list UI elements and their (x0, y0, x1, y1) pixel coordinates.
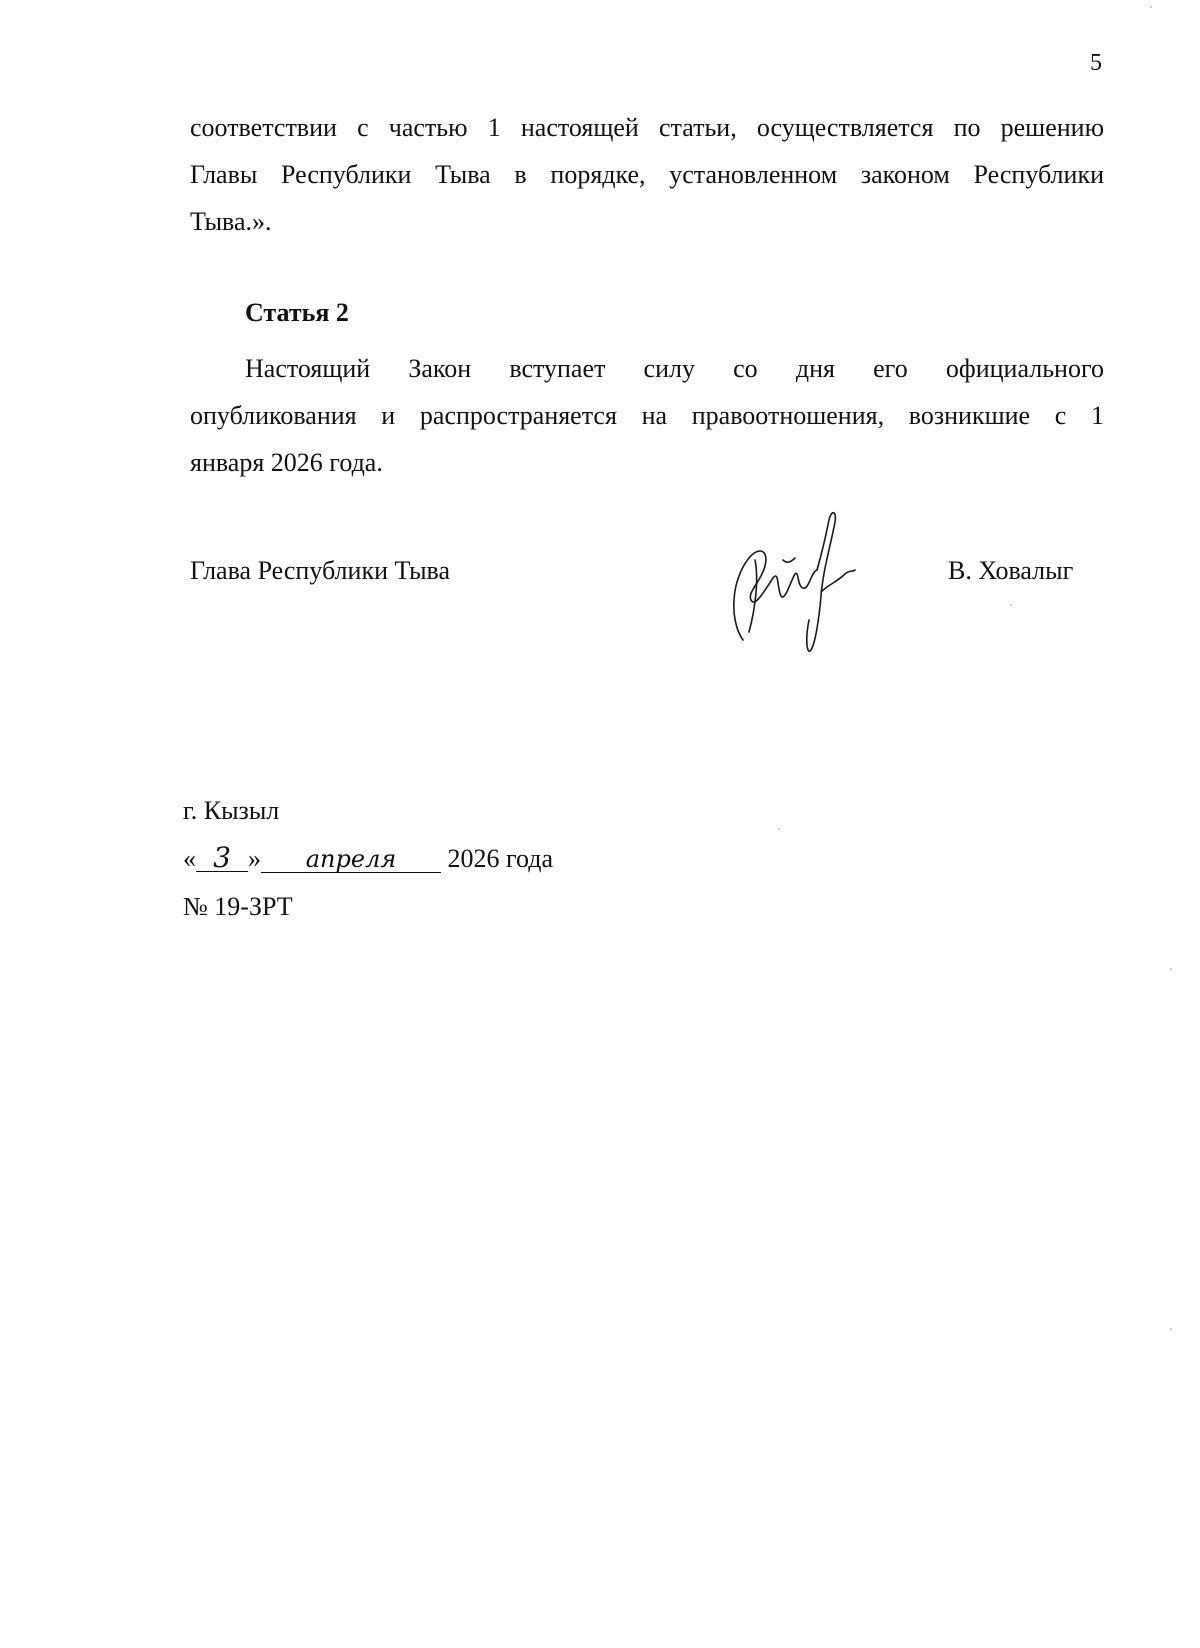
law-number: № 19-ЗРТ (183, 892, 293, 921)
date-open-quote: « (183, 844, 196, 873)
date-close-quote: » (248, 844, 261, 873)
signer-name: В. Ховалыг (948, 556, 1074, 585)
paragraph-line: Тыва.». (190, 207, 272, 236)
date-year: 2026 года (447, 844, 554, 873)
article-body (190, 345, 1104, 486)
paragraph-line: соответствии с частью 1 настоящей статьи, осуществляется по решению (190, 113, 1104, 142)
paragraph-line: Главы Республики Тыва в порядке, установленном законом Республики (190, 160, 1104, 189)
signer-title: Глава Республики Тыва (190, 556, 451, 585)
city: г. Кызыл (183, 796, 280, 825)
date-month-handwritten: апреля (261, 846, 441, 873)
scan-speck (1150, 6, 1152, 8)
paragraph-line: января 2026 года. (190, 448, 383, 477)
scan-speck (1170, 968, 1172, 970)
date-day-handwritten: 3 (196, 845, 248, 872)
scan-speck (1170, 1328, 1172, 1330)
scan-speck (1010, 604, 1012, 606)
previous-article-continuation (190, 104, 1104, 245)
paragraph-line: Настоящий Закон вступает силу со дня его официального (245, 354, 1104, 383)
handwritten-signature (725, 500, 865, 660)
scan-speck (778, 828, 780, 830)
article-heading: Статья 2 (245, 298, 349, 327)
paragraph-line: опубликования и распространяется на правоотношения, возникшие с 1 (190, 401, 1104, 430)
page-number: 5 (1090, 50, 1102, 76)
signing-date (183, 841, 554, 874)
